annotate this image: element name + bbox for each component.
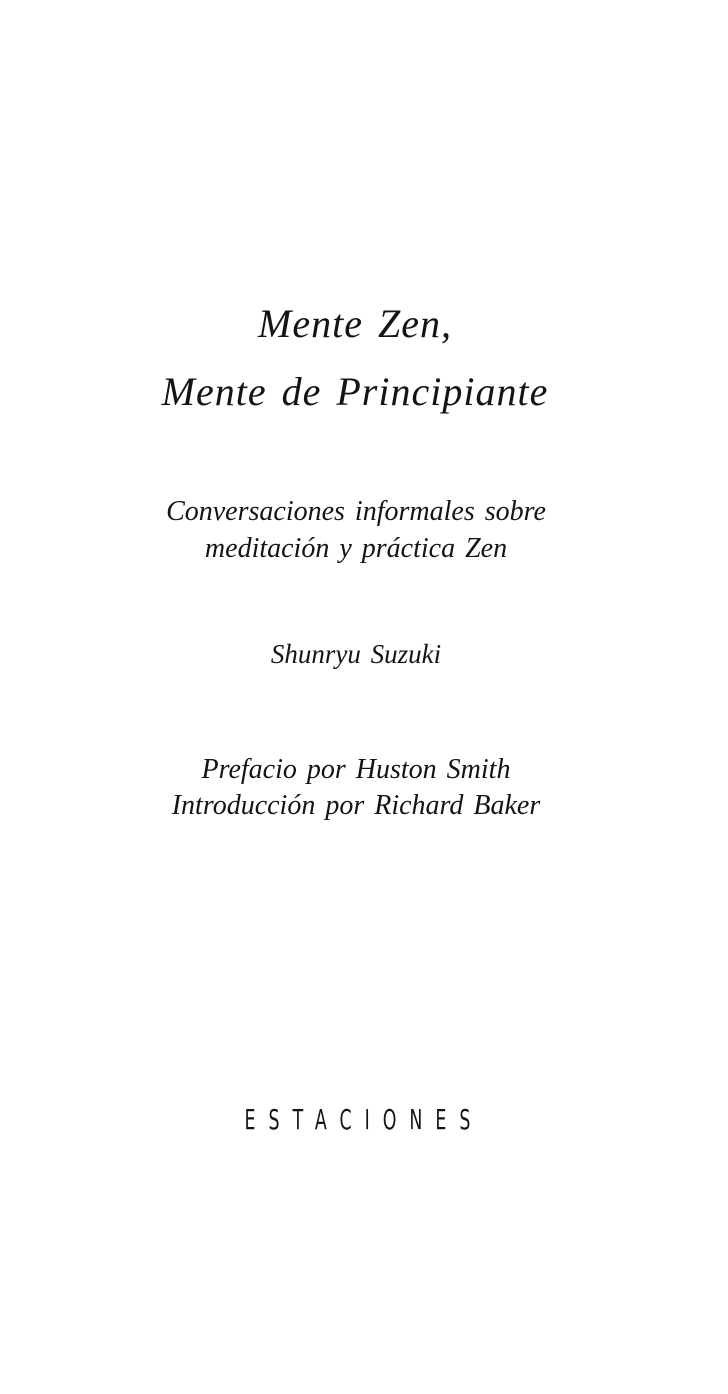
publisher-name: ESTACIONES — [244, 1103, 484, 1136]
author-name: Shunryu Suzuki — [270, 639, 442, 669]
subtitle-line-1: Conversaciones informales sobre — [166, 496, 546, 527]
preface-credit: Prefacio por Huston Smith — [201, 754, 511, 785]
book-title-line-1: Mente Zen, — [258, 301, 452, 346]
subtitle-line-2: meditación y práctica Zen — [204, 533, 508, 564]
introduction-credit: Introducción por Richard Baker — [171, 790, 541, 821]
book-title-line-2: Mente de Principiante — [161, 369, 549, 414]
